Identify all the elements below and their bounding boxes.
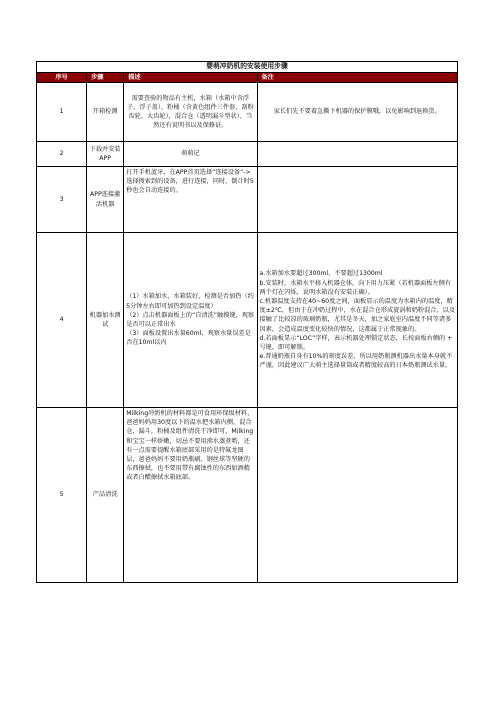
table-row	[37, 233, 458, 408]
row-remark	[257, 142, 458, 167]
row-step: 产品清洗	[87, 408, 124, 583]
table-row	[37, 408, 458, 583]
row-step: 下载并安装APP	[87, 142, 124, 167]
row-index: 2	[37, 142, 87, 167]
table-row	[37, 83, 458, 142]
header-index: 序号	[37, 73, 87, 83]
row-description: （1）水箱加水，水箱装好，检测是否加热（约5分钟左右即可加热到设定温度） （2）点击机器面板上的“自清洗”触摸键，观察是否可以正常出水 （3）面板设置出水量60ml，观察水量误差是否在10ml以内	[124, 233, 257, 408]
row-description: 需要查验的物品有主机，水箱（水箱中含浮子、浮子盖），粉桶（含黄色组件三件套、刮粉齿轮、大齿轮），混合仓（透明漏斗型状），当然还有说明书以及保修证。	[124, 83, 257, 142]
row-remark: a.水箱加水要超过300ml，不要超过1300ml b.安装时，水箱水平移入机器仓体，向下用力压紧（若机器面板左侧有两个灯在闪烁，说明水箱没有安装正确）。 c.机器温度支持在40~60度之间，面板显示的温度为水箱内的温度，精度±2℃，但由于在冲奶过程中，水在混合仓形成旋涡和奶粉混合，以及接触了比较凉的玻璃奶瓶，尤其是冬天，加之家庭室内温度不同等诸多因素，会造成温度变化较快的情况，这都属于正常现象的。 d.若面板显示“LOC”字样，表示机器处理锁定状态，长按面板右侧的 + 号键，即可解锁。 e.普通奶瓶自身有10%的刻度误差，所以用奶瓶测机器出水量本身就不严谨，因此建议广大萌主选择量筒或者精度较高的日本奶瓶测试水量。	[257, 233, 458, 408]
row-step: 开箱检测	[87, 83, 124, 142]
row-remark: 家长们先不要着急撕下机器的保护膜哦，以免影响到退换货。	[257, 83, 458, 142]
installation-steps-table	[36, 61, 458, 583]
row-description: 打开手机蓝牙，在APP首页选择“连接设备”->选择搜索到的设备，进行连接，同时，倒计时5秒也会自动连接的。	[124, 167, 257, 233]
document-title: 婴萌冲奶机的安装使用步骤	[37, 62, 458, 73]
row-step: APP连接激活机器	[87, 167, 124, 233]
header-step: 步骤	[87, 73, 124, 83]
row-index: 4	[37, 233, 87, 408]
row-index: 1	[37, 83, 87, 142]
row-index: 5	[37, 408, 87, 583]
row-description: 萌萌记	[124, 142, 257, 167]
header-row	[37, 73, 458, 83]
header-description: 描述	[124, 73, 257, 83]
row-description: Milking冲奶机的材料都是可食用环保级材料，爸爸妈妈用30度以下的温水把水箱内侧，混合仓，漏斗，粉桶及组件清洗干净即可，Milking和宝宝一样娇嫩，切忌不要用沸水蒸煮哟，还有一点需要提醒水箱底部采用的是特氟龙图层，爸爸妈妈不要用奶瓶刷、钢丝球等坚硬的东西擦拭，也不要用带有腐蚀性的东西如酒精或者白醋擦拭水箱底部。	[124, 408, 257, 583]
row-remark	[257, 167, 458, 233]
header-remark: 备注	[257, 73, 458, 83]
title-row	[37, 62, 458, 73]
row-step: 机器加水测试	[87, 233, 124, 408]
table-row	[37, 142, 458, 167]
row-index: 3	[37, 167, 87, 233]
row-remark	[257, 408, 458, 583]
table-row	[37, 167, 458, 233]
